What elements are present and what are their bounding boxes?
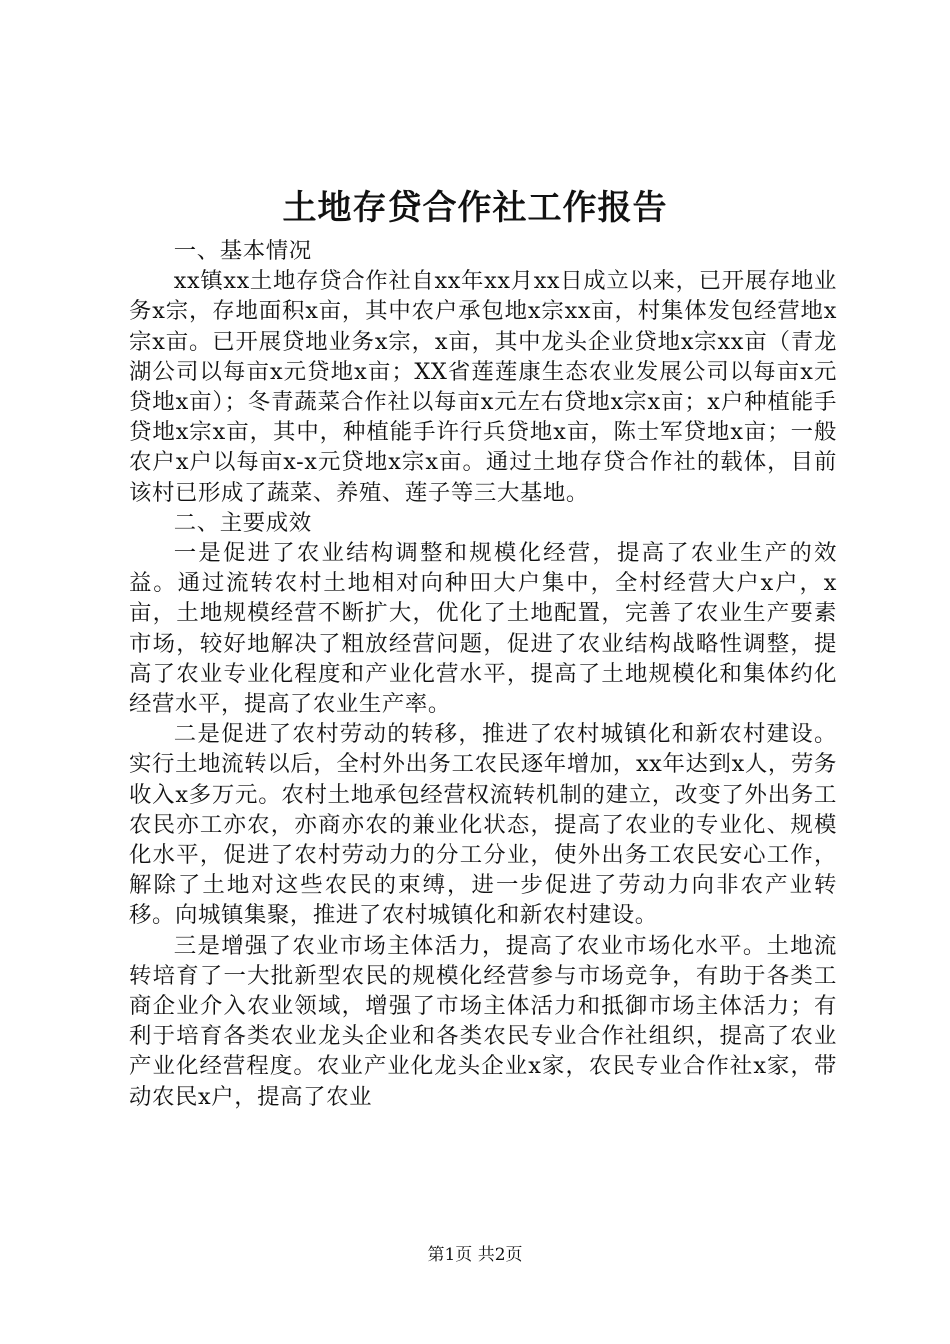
paragraph-basic-situation: xx镇xx土地存贷合作社自xx年xx月xx日成立以来，已开展存地业务x宗，存地面积x亩，其中农户承包地x宗xx亩，村集体发包经营地x宗x亩。已开展贷地业务x宗，x亩，其中龙头企业贷地x宗xx亩（青龙湖公司以每亩x元贷地x亩；XX省莲莲康生态农业发展公司以每亩x元贷地x亩）；冬青蔬菜合作社以每亩x元左右贷地x宗x亩；x户种植能手贷地x宗x亩，其中，种植能手许行兵贷地x亩，陈士军贷地x亩；一般农户x户以每亩x-x元贷地x宗x亩。通过土地存贷合作社的载体，目前该村已形成了蔬菜、养殖、莲子等三大基地。: [129, 268, 837, 506]
document-body: [129, 236, 837, 1112]
document-title: 土地存贷合作社工作报告: [282, 188, 668, 228]
paragraph-result-three: 三是增强了农业市场主体活力，提高了农业市场化水平。土地流转培育了一大批新型农民的规模化经营参与市场竞争，有助于各类工商企业介入农业领域，增强了市场主体活力和抵御市场主体活力；有利于培育各类农业龙头企业和各类农民专业合作社组织，提高了农业产业化经营程度。农业产业化龙头企业x家，农民专业合作社x家，带动农民x户，提高了农业: [129, 932, 837, 1110]
paragraph-result-one: 一是促进了农业结构调整和规模化经营，提高了农业生产的效益。通过流转农村土地相对向种田大户集中，全村经营大户x户，x亩，土地规模经营不断扩大，优化了土地配置，完善了农业生产要素市场，较好地解决了粗放经营问题，促进了农业结构战略性调整，提高了农业专业化程度和产业化营水平，提高了土地规模化和集体约化经营水平，提高了农业生产率。: [129, 540, 837, 718]
paragraph-result-two: 二是促进了农村劳动的转移，推进了农村城镇化和新农村建设。实行土地流转以后，全村外出务工农民逐年增加，xx年达到x人，劳务收入x多万元。农村土地承包经营权流转机制的建立，改变了外出务工农民亦工亦农，亦商亦农的兼业化状态，提高了农业的专业化、规模化水平，促进了农村劳动力的分工分业，使外出务工农民安心工作，解除了土地对这些农民的束缚，进一步促进了劳动力向非农产业转移。向城镇集聚，推进了农村城镇化和新农村建设。: [129, 721, 837, 929]
section-heading-basic-situation: 一、基本情况: [173, 238, 312, 264]
section-heading-main-results: 二、主要成效: [173, 509, 312, 536]
page-footer: 第1页 共2页: [427, 1245, 523, 1265]
